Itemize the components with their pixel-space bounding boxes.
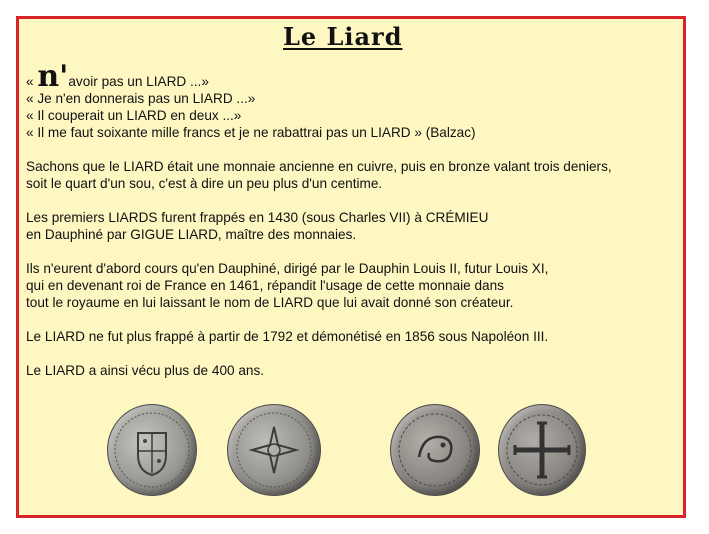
paragraph-2-line-2: en Dauphiné par GIGUE LIARD, maître des monnaies. bbox=[26, 227, 357, 242]
page-title: Le Liard bbox=[283, 22, 403, 51]
paragraph-1-line-1: Sachons que le LIARD était une monnaie ancienne en cuivre, puis en bronze valant trois deniers, bbox=[26, 159, 612, 174]
quote-3: « Il couperait un LIARD en deux ...» bbox=[26, 108, 242, 123]
quote-4: « Il me faut soixante mille francs et je ne rabattrai pas un LIARD » (Balzac) bbox=[26, 125, 476, 140]
quote-1 bbox=[26, 59, 666, 94]
paragraph-4: Le LIARD ne fut plus frappé à partir de 1792 et démonétisé en 1856 sous Napoléon III. bbox=[26, 329, 549, 344]
quote-1-text: avoir pas un LIARD ...» bbox=[68, 74, 209, 89]
paragraph-3-line-2: qui en devenant roi de France en 1461, répandit l'usage de cette monnaie dans bbox=[26, 278, 504, 293]
paragraph-5: Le LIARD a ainsi vécu plus de 400 ans. bbox=[26, 363, 265, 378]
coin-3-dolphin-icon bbox=[391, 405, 479, 495]
quote-2: « Je n'en donnerais pas un LIARD ...» bbox=[26, 91, 256, 106]
coin-4-cross-icon bbox=[499, 405, 585, 495]
paragraph-2-line-1: Les premiers LIARDS furent frappés en 1430 (sous Charles VII) à CRÉMIEU bbox=[26, 210, 489, 225]
paragraph-3-line-1: Ils n'eurent d'abord cours qu'en Dauphiné, dirigé par le Dauphin Louis II, futur Louis XI, bbox=[26, 261, 549, 276]
coin-1-shield-icon bbox=[108, 405, 196, 495]
paragraph-1-line-2: soit le quart d'un sou, c'est à dire un peu plus d'un centime. bbox=[26, 176, 383, 191]
coin-image-1 bbox=[107, 404, 197, 496]
coin-image-2 bbox=[227, 404, 321, 496]
coin-image-4 bbox=[498, 404, 586, 496]
coin-2-cross-icon bbox=[228, 405, 320, 495]
drop-cap: n' bbox=[37, 59, 69, 94]
article-body bbox=[26, 59, 666, 379]
paragraph-3-line-3: tout le royaume en lui laissant le nom de LIARD que lui avait donné son créateur. bbox=[26, 295, 514, 310]
coin-image-3 bbox=[390, 404, 480, 496]
quote-open-mark: « bbox=[26, 74, 34, 89]
